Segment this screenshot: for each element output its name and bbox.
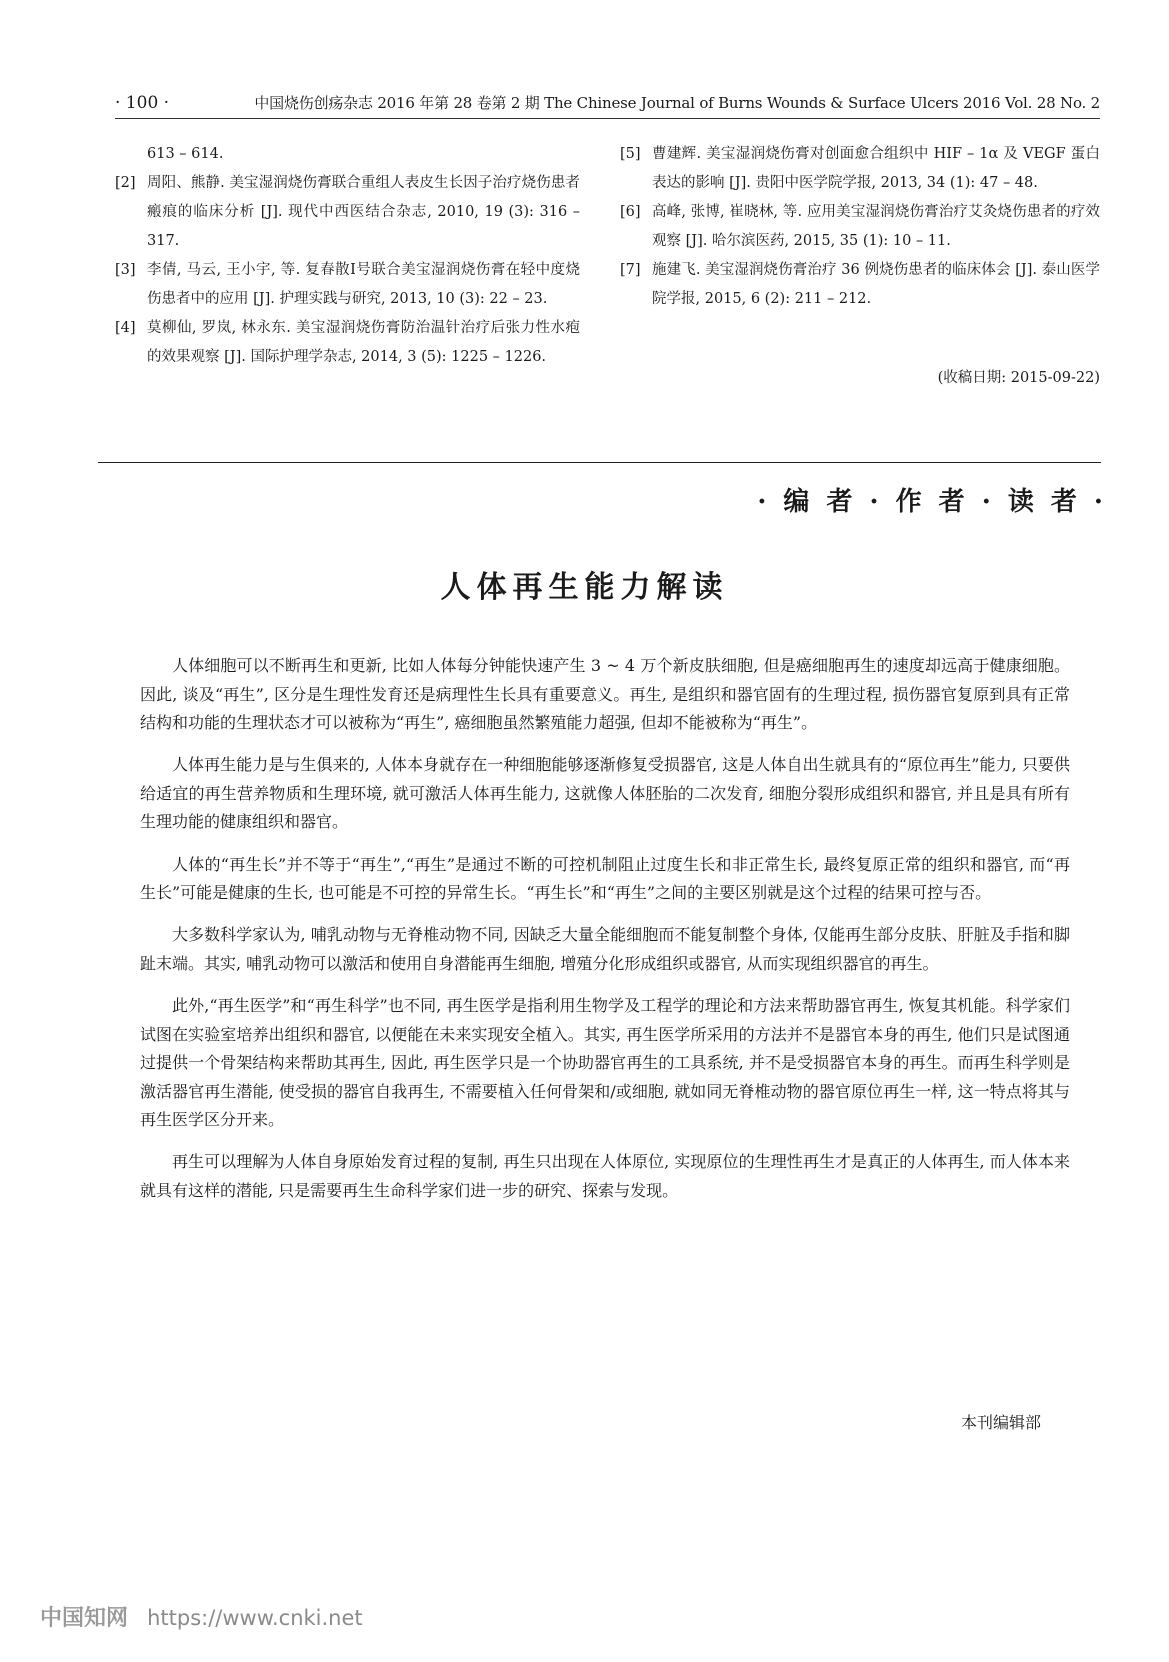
reference-text: 曹建辉. 美宝湿润烧伤膏对创面愈合组织中 HIF – 1α 及 VEGF 蛋白表达的影响 [J]. 贵阳中医学院学报, 2013, 34 (1): 47 – 48. [652,146,1100,191]
running-header [115,90,1100,116]
reference-number: [4] [115,320,136,336]
journal-title: 中国烧伤创疡杂志 2016 年第 28 卷第 2 期 The Chinese Journal of Burns Wounds & Surface Ulcers 2016 Vol. 28 No. 2 [254,94,1100,112]
article-title: 人体再生能力解读 [440,570,729,605]
paragraph: 人体细胞可以不断再生和更新, 比如人体每分钟能快速产生 3 ~ 4 万个新皮肤细胞, 但是癌细胞再生的速度却远高于健康细胞。因此, 谈及“再生”, 区分是生理性发育还是病理性生长具有重要意义。再生, 是组织和器官固有的生理过程, 损伤器官复原到具有正常结构和功能的生理状态才可以被称为“再生”, 癌细胞虽然繁殖能力超强, 但却不能被称为“再生”。 [140,656,1070,733]
references-right-column [620,140,1100,314]
reference-text: 周阳、熊静. 美宝湿润烧伤膏联合重组人表皮生长因子治疗烧伤患者瘢痕的临床分析 [J]. 现代中西医结合杂志, 2010, 19 (3): 316 – 317. [147,175,580,249]
paragraph: 此外,“再生医学”和“再生科学”也不同, 再生医学是指利用生物学及工程学的理论和方法来帮助器官再生, 恢复其机能。科学家们试图在实验室培养出组织和器官, 以便能在未来实现安全植入。其实, 再生医学所采用的方法并不是器官本身的再生, 他们只是试图通过提供一个骨架结构来帮助其再生, 因此, 再生医学只是一个协助器官再生的工具系统, 并不是受损器官本身的再生。而再生科学则是激活器官再生潜能, 使受损的器官自我再生, 不需要植入任何骨架和/或细胞, 就如同无脊椎动物的器官原位再生一样, 这一特点将其与再生医学区分开来。 [140,995,1070,1130]
watermark-footer [40,1603,363,1635]
reference-text: 李倩, 马云, 王小宇, 等. 复春散Ⅰ号联合美宝湿润烧伤膏在轻中度烧伤患者中的应用 [J]. 护理实践与研究, 2013, 10 (3): 22 – 23. [147,262,580,307]
reference-item [620,256,1100,314]
reference-text: 高峰, 张博, 崔晓林, 等. 应用美宝湿润烧伤膏治疗艾灸烧伤患者的疗效观察 [J]. 哈尔滨医药, 2015, 35 (1): 10 – 11. [652,204,1100,249]
article-body [140,652,1070,1219]
paragraph: 人体的“再生长”并不等于“再生”,“再生”是通过不断的可控机制阻止过度生长和非正常生长, 最终复原正常的组织和器官, 而“再生长”可能是健康的生长, 也可能是不可控的异常生长。“再生长”和“再生”之间的主要区别就是这个过程的结果可控与否。 [140,854,1070,903]
paragraph: 大多数科学家认为, 哺乳动物与无脊椎动物不同, 因缺乏大量全能细胞而不能复制整个身体, 仅能再生部分皮肤、肝脏及手指和脚趾末端。其实, 哺乳动物可以激活和使用自身潜能再生细胞, 增殖分化形成组织或器官, 从而实现组织器官的再生。 [140,925,1070,973]
article-signature: 本刊编辑部 [960,1413,1041,1432]
reference-item [115,140,580,169]
section-divider [98,462,1101,463]
reference-number: [2] [115,175,136,191]
header-rule [115,118,1100,119]
cnki-brand: 中国知网 [40,1606,129,1631]
received-date: (收稿日期: 2015-09-22) [937,370,1100,386]
paragraph: 人体再生能力是与生俱来的, 人体本身就存在一种细胞能够逐渐修复受损器官, 这是人体自出生就具有的“原位再生”能力, 只要供给适宜的再生营养物质和生理环境, 就可激活人体再生能力, 这就像人体胚胎的二次发育, 细胞分裂形成组织和器官, 并且是具有所有生理功能的健康组织和器官。 [140,755,1070,832]
reference-item [115,314,580,372]
reference-number: [5] [620,146,641,162]
reference-item [115,169,580,256]
reference-item [620,198,1100,256]
references-left-column [115,140,580,372]
section-tag: · 编 者 · 作 者 · 读 者 · [757,487,1107,517]
reference-text: 施建飞. 美宝湿润烧伤膏治疗 36 例烧伤患者的临床体会 [J]. 泰山医学院学报, 2015, 6 (2): 211 – 212. [652,262,1100,307]
reference-item [115,256,580,314]
reference-number: [7] [620,262,641,278]
reference-item [620,140,1100,198]
reference-text: 613 – 614. [147,146,224,162]
reference-number: [6] [620,204,641,220]
cnki-url: https://www.cnki.net [147,1606,363,1630]
page-number: · 100 · [115,93,170,113]
reference-number: [3] [115,262,136,278]
paragraph: 再生可以理解为人体自身原始发育过程的复制, 再生只出现在人体原位, 实现原位的生理性再生才是真正的人体再生, 而人体本来就具有这样的潜能, 只是需要再生生命科学家们进一步的研究、探索与发现。 [140,1152,1070,1200]
reference-text: 莫柳仙, 罗岚, 林永东. 美宝湿润烧伤膏防治温针治疗后张力性水疱的效果观察 [J]. 国际护理学杂志, 2014, 3 (5): 1225 – 1226. [147,320,580,365]
